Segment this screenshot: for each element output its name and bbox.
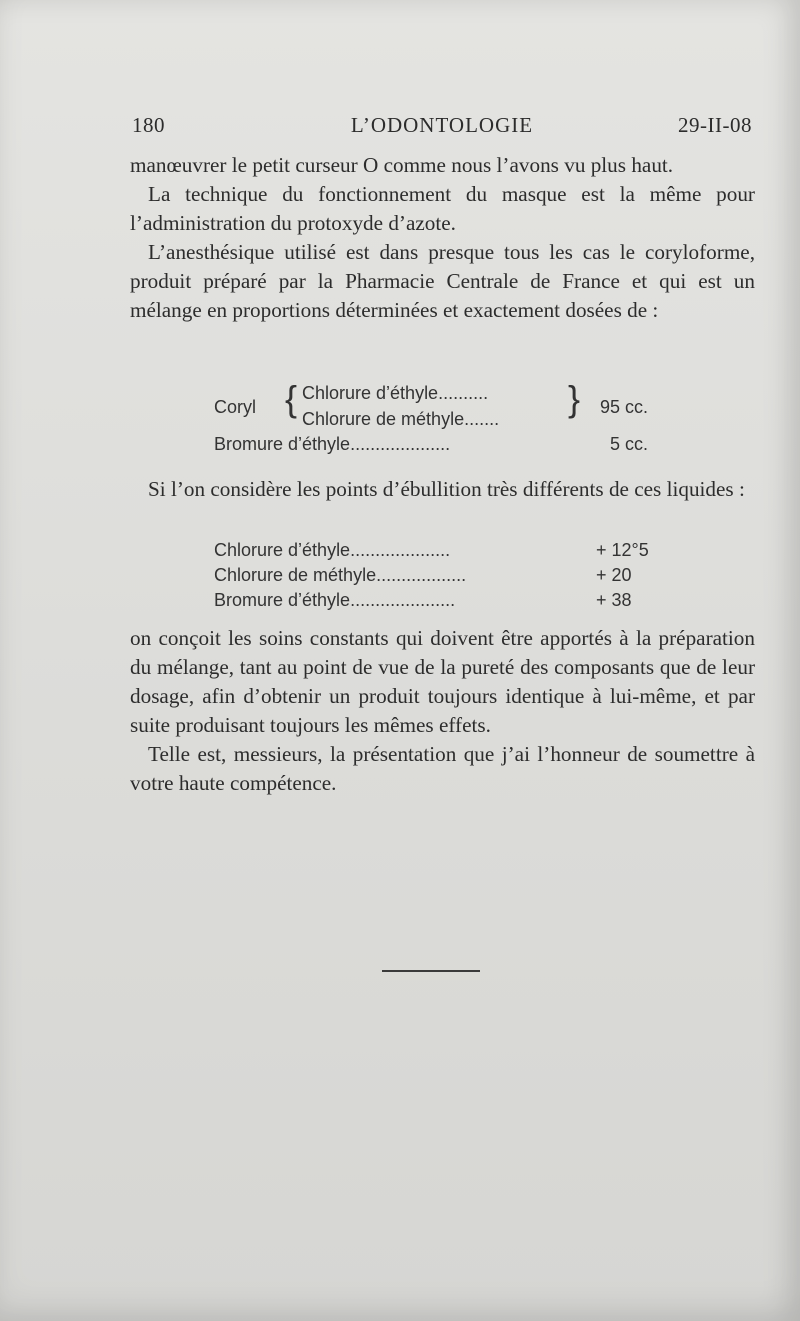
issue-date: 29-II-08 [678,113,752,137]
paragraph: L’anesthésique utilisé est dans presque tous les cas le coryloforme, produit préparé par la Pharmacie Centrale de France et qui est un mélange en proportions déterminées et exactement dosées de : [130,240,755,322]
formula-item: Chlorure d’éthyle.......... [302,383,489,403]
table-row-name: Chlorure d’éthyle.................... [214,540,451,560]
right-brace: } [568,378,581,419]
formula-item: Chlorure de méthyle....... [302,409,500,429]
formula-group-amount: 95 cc. [600,397,649,417]
page-number: 180 [132,113,165,137]
paragraph: Telle est, messieurs, la présentation que j’ai l’honneur de soumettre à votre haute compétence. [130,742,755,795]
table-row-value: + 20 [596,565,632,585]
formula-item: Bromure d’éthyle.................... [214,434,451,454]
formula-amount: 5 cc. [610,434,649,454]
formula-group-label: Coryl [214,397,257,417]
running-header [132,113,752,143]
table-row-name: Chlorure de méthyle.................. [214,565,467,585]
body-text-middle [130,475,755,504]
left-brace: { [285,378,298,419]
paragraph: La technique du fonctionnement du masque est la même pour l’administration du protoxyde d’azote. [130,182,755,235]
paragraph: Si l’on considère les points d’ébullition très différents de ces liquides : [148,477,745,501]
table-row-name: Bromure d’éthyle..................... [214,590,456,610]
journal-title: L’ODONTOLOGIE [350,113,534,137]
table-row-value: + 12°5 [596,540,649,560]
table-row-value: + 38 [596,590,632,610]
paragraph: on conçoit les soins constants qui doivent être apportés à la préparation du mélange, tant au point de vue de la pureté des composants que de leur dosage, afin d’obtenir un produit toujours identique à lui-même, et par suite produisant toujours les mêmes effets. [130,626,755,737]
end-rule [382,970,480,972]
paragraph: manœuvrer le petit curseur O comme nous l’avons vu plus haut. [130,153,674,177]
body-text-bottom [130,624,755,798]
body-text-top [130,151,755,325]
